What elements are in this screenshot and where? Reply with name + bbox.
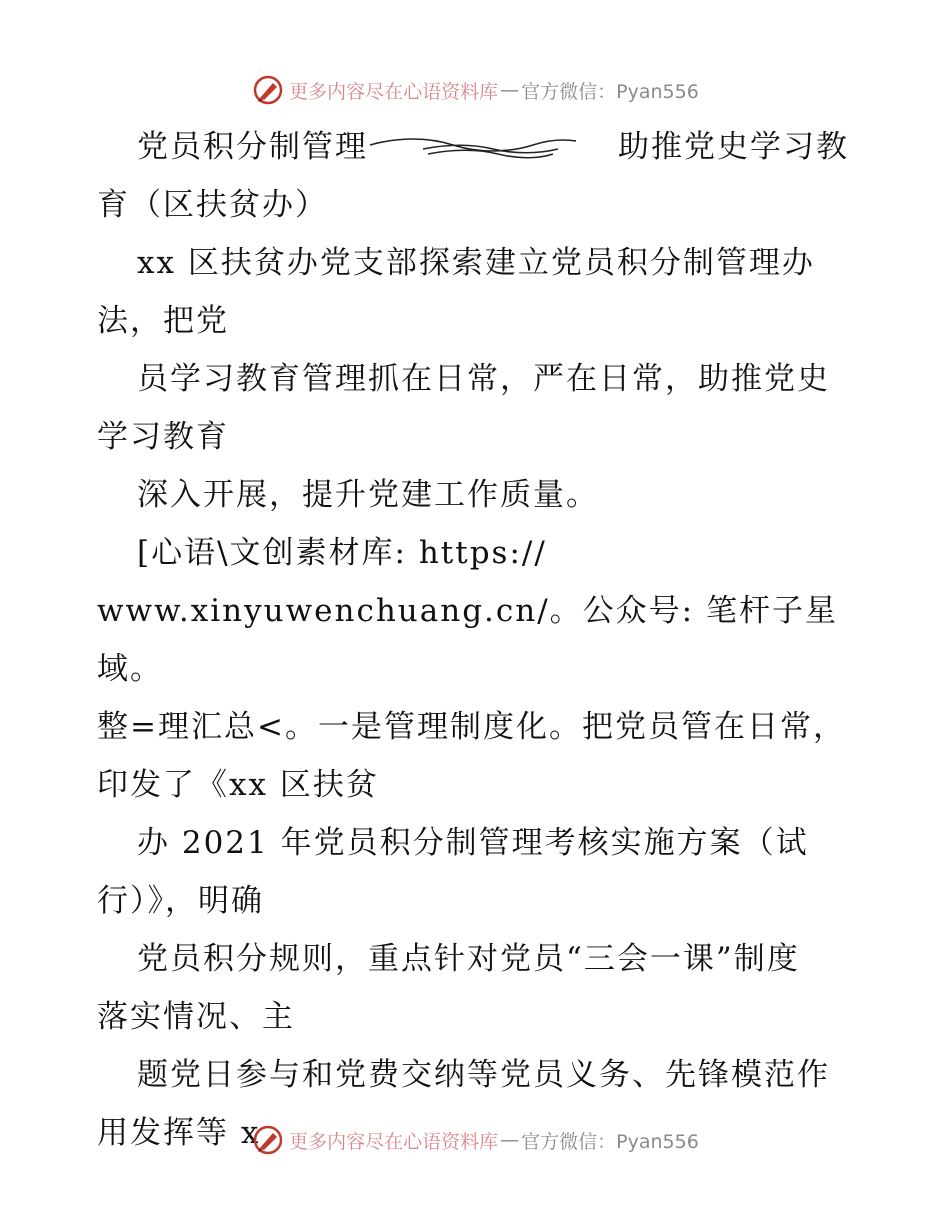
document-line: [心语\文创素材库: https://	[137, 535, 547, 571]
document-line: www.xinyuwenchuang.cn/。公众号: 笔杆子星域。	[97, 593, 838, 687]
title-part-1: 党员积分制管理	[137, 129, 368, 165]
pen-logo-icon	[251, 73, 285, 107]
document-line: 党员积分规则，重点针对党员“三会一课”制度	[137, 941, 800, 977]
header-banner	[0, 70, 950, 110]
banner-main-text: 更多内容尽在心语资料库	[289, 80, 499, 103]
document-line: 整=理汇总<。一是管理制度化。把党员管在日常，	[97, 709, 846, 745]
document-line: 印发了《xx 区扶贫	[97, 767, 379, 803]
banner-main-text: 更多内容尽在心语资料库	[289, 1130, 499, 1153]
banner-wechat-text: 官方微信：Pyan556	[521, 1130, 699, 1153]
banner-wechat-text: 官方微信：Pyan556	[521, 80, 699, 103]
document-line: 落实情况、主	[97, 999, 295, 1035]
document-line: 深入开展，提升党建工作质量。	[137, 477, 599, 513]
paragraph-lines	[97, 234, 857, 1162]
title-line-1	[97, 118, 857, 176]
pen-logo-icon	[251, 1123, 285, 1157]
title-part-2: 助推党史学习教	[618, 129, 849, 165]
document-body	[97, 118, 857, 1162]
document-line: 办 2021 年党员积分制管理考核实施方案（试	[137, 825, 809, 861]
document-line: 题党日参与和党费交纳等党员义务、先锋模范作	[137, 1057, 830, 1093]
document-line: 学习教育	[97, 419, 229, 455]
banner-dash: —	[500, 79, 520, 101]
document-line: 行）》，明确	[97, 883, 264, 919]
document-line: 员学习教育管理抓在日常，严在日常，助推党史	[137, 361, 830, 397]
wave-decoration-icon	[368, 127, 578, 167]
document-line: 用发挥等 x	[97, 1115, 261, 1151]
document-line: 法，把党	[97, 303, 229, 339]
banner-dash: —	[500, 1129, 520, 1151]
title-line-2: 育（区扶贫办）	[97, 187, 328, 223]
footer-banner	[0, 1120, 950, 1160]
document-line: xx 区扶贫办党支部探索建立党员积分制管理办	[137, 245, 815, 281]
